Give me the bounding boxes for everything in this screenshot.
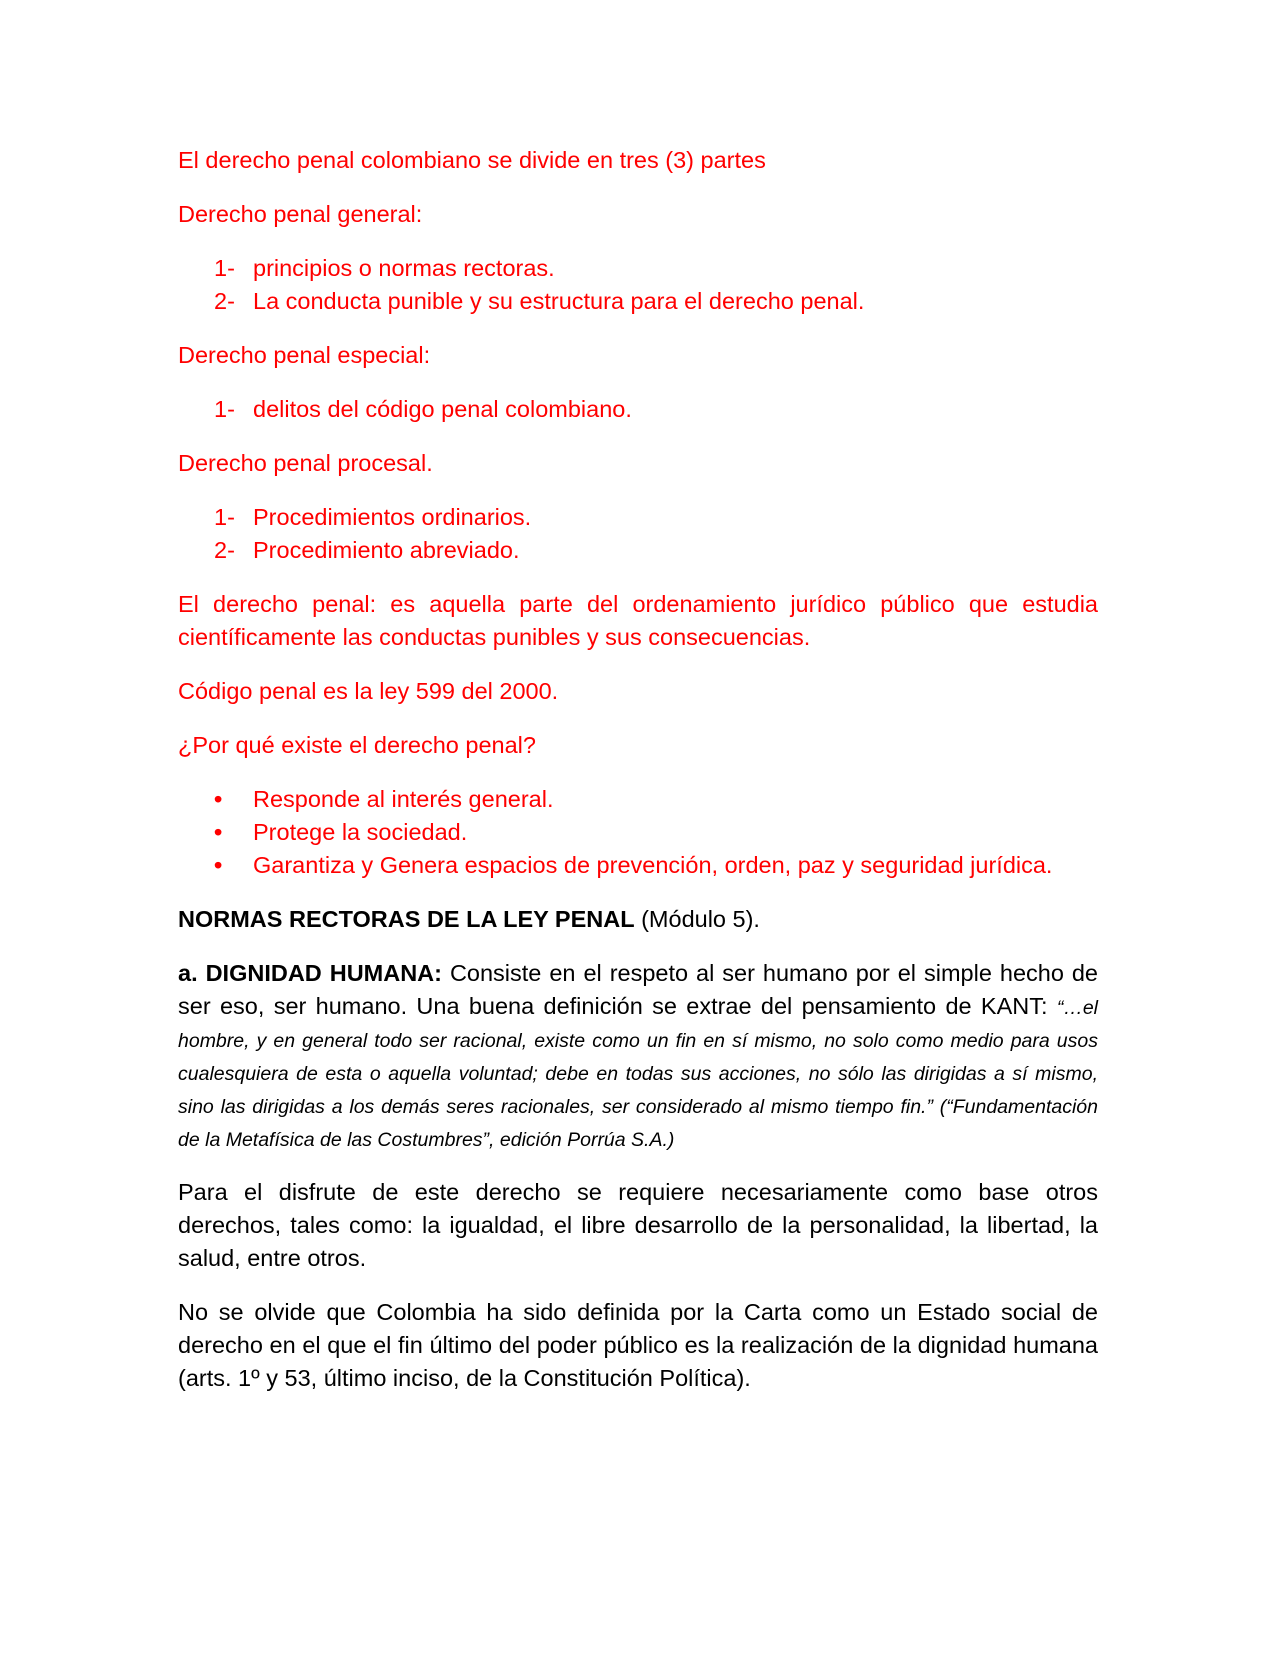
general-heading: Derecho penal general: xyxy=(178,201,423,227)
list-item xyxy=(178,501,1098,534)
list-item-text: Responde al interés general. xyxy=(253,786,554,812)
dignidad-paragraph xyxy=(178,957,1098,1155)
question-paragraph: ¿Por qué existe el derecho penal? xyxy=(178,732,536,758)
bullet-icon: • xyxy=(214,819,223,845)
kant-quote: “…el hombre, y en general todo ser racional, existe como un fin en sí mismo, no solo como medio para usos cualesquiera de esta o aquella voluntad; debe en todas sus acciones, no sólo las dirigidas a sí mismo, sino las dirigidas a los demás seres racionales, ser considerado al mismo tiempo fin.” (“Fundamentación de la Metafísica de las Costumbres”, edición Porrúa S.A.) xyxy=(178,997,1098,1151)
section-title-rest: (Módulo 5). xyxy=(634,906,760,932)
procesal-list xyxy=(178,501,1098,567)
list-item-text: La conducta punible y su estructura para el derecho penal. xyxy=(253,288,865,314)
list-marker: 1- xyxy=(214,255,235,281)
list-item-text: principios o normas rectoras. xyxy=(253,255,555,281)
definition-paragraph: El derecho penal: es aquella parte del ordenamiento jurídico público que estudia científicamente las conductas punibles y sus consecuencias. xyxy=(178,591,1098,650)
section-title xyxy=(178,903,1098,936)
list-marker: 1- xyxy=(214,504,235,530)
intro-paragraph: El derecho penal colombiano se divide en tres (3) partes xyxy=(178,147,766,173)
rights-paragraph: Para el disfrute de este derecho se requiere necesariamente como base otros derechos, tales como: la igualdad, el libre desarrollo de la personalidad, la libertad, la salud, entre otros. xyxy=(178,1179,1098,1271)
reasons-list xyxy=(178,783,1098,882)
list-item-text: Garantiza y Genera espacios de prevención, orden, paz y seguridad jurídica. xyxy=(253,852,1053,878)
bullet-icon: • xyxy=(214,852,223,878)
colombia-paragraph: No se olvide que Colombia ha sido definida por la Carta como un Estado social de derecho en el que el fin último del poder público es la realización de la dignidad humana (arts. 1º y 53, último inciso, de la Constitución Política). xyxy=(178,1299,1098,1391)
list-item xyxy=(178,849,1098,882)
general-list xyxy=(178,252,1098,318)
dignidad-text: Consiste en el respeto al ser humano por el simple hecho de ser eso, ser humano. Una buena definición se extrae del pensamiento de KANT: xyxy=(178,960,1099,1019)
especial-heading: Derecho penal especial: xyxy=(178,342,431,368)
list-item-text: Procedimiento abreviado. xyxy=(253,537,520,563)
list-marker: 1- xyxy=(214,396,235,422)
document-body xyxy=(178,144,1098,1416)
list-item xyxy=(178,783,1098,816)
bullet-icon: • xyxy=(214,786,223,812)
list-item-text: Protege la sociedad. xyxy=(253,819,468,845)
list-item-text: Procedimientos ordinarios. xyxy=(253,504,532,530)
section-title-bold: NORMAS RECTORAS DE LA LEY PENAL xyxy=(178,906,635,932)
especial-list xyxy=(178,393,1098,426)
list-item xyxy=(178,252,1098,285)
list-item xyxy=(178,816,1098,849)
list-item xyxy=(178,285,1098,318)
list-item xyxy=(178,534,1098,567)
dignidad-label: a. DIGNIDAD HUMANA: xyxy=(178,960,442,986)
list-item-text: delitos del código penal colombiano. xyxy=(253,396,632,422)
procesal-heading: Derecho penal procesal. xyxy=(178,450,433,476)
list-marker: 2- xyxy=(214,537,235,563)
list-item xyxy=(178,393,1098,426)
list-marker: 2- xyxy=(214,288,235,314)
code-paragraph: Código penal es la ley 599 del 2000. xyxy=(178,678,559,704)
